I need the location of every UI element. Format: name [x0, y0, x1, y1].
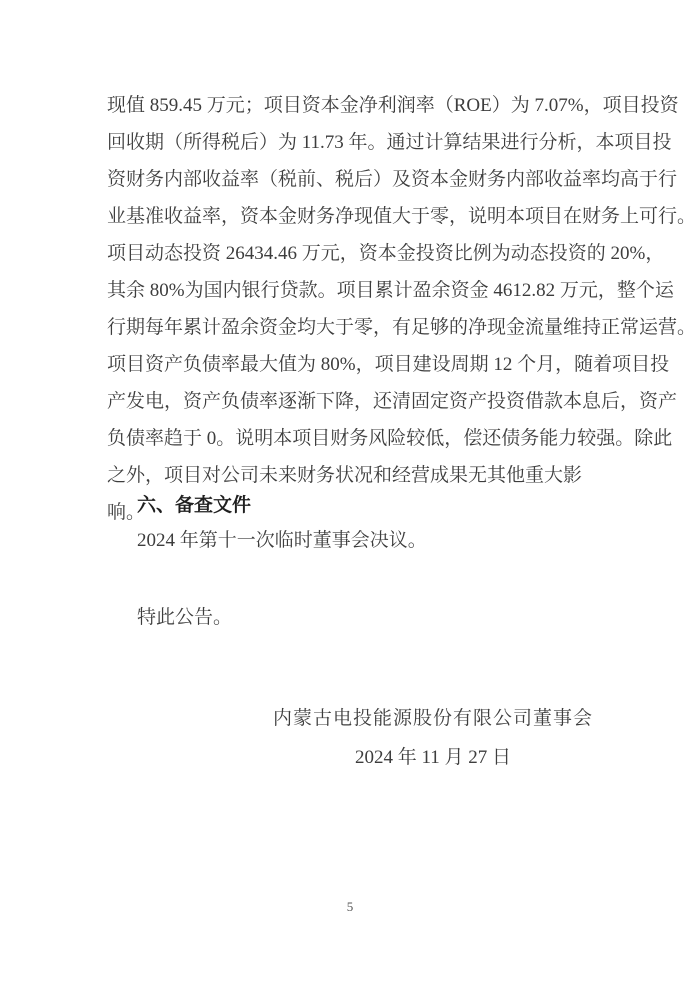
signature-company: 内蒙古电投能源股份有限公司董事会	[272, 708, 593, 729]
closing-announcement-line: 特此公告。	[137, 607, 233, 628]
paragraph-line: 项目动态投资 26434.46 万元，资本金投资比例为动态投资的 20%，	[107, 243, 665, 264]
paragraph-line: 行期每年累计盈余资金均大于零，有足够的净现金流量维持正常运营。	[107, 317, 697, 338]
signature-date: 2024 年 11 月 27 日	[354, 747, 512, 768]
signature-block	[273, 707, 593, 770]
paragraph-line: 资财务内部收益率（税前、税后）及资本金财务内部收益率均高于行	[107, 169, 678, 190]
paragraph-line: 产发电，资产负债率逐渐下降，还清固定资产投资借款本息后，资产	[107, 391, 678, 412]
paragraph-line: 现值 859.45 万元；项目资本金净利润率（ROE）为 7.07%，项目投资	[107, 95, 679, 116]
paragraph-line: 负债率趋于 0。说明本项目财务风险较低，偿还债务能力较强。除此	[107, 428, 673, 449]
reference-document-line: 2024 年第十一次临时董事会决议。	[137, 530, 427, 551]
page-number: 5	[346, 899, 354, 914]
paragraph-line: 之外，项目对公司未来财务状况和经营成果无其他重大影响。	[107, 465, 583, 523]
paragraph-line: 项目资产负债率最大值为 80%，项目建设周期 12 个月，随着项目投	[107, 354, 670, 375]
paragraph-line: 回收期（所得税后）为 11.73 年。通过计算结果进行分析，本项目投	[107, 132, 672, 153]
paragraph-line: 业基准收益率，资本金财务净现值大于零，说明本项目在财务上可行。	[107, 206, 697, 227]
paragraph-line: 其余 80%为国内银行贷款。项目累计盈余资金 4612.82 万元，整个运	[107, 280, 674, 301]
section-heading-reference-documents: 六、备查文件	[137, 494, 252, 516]
